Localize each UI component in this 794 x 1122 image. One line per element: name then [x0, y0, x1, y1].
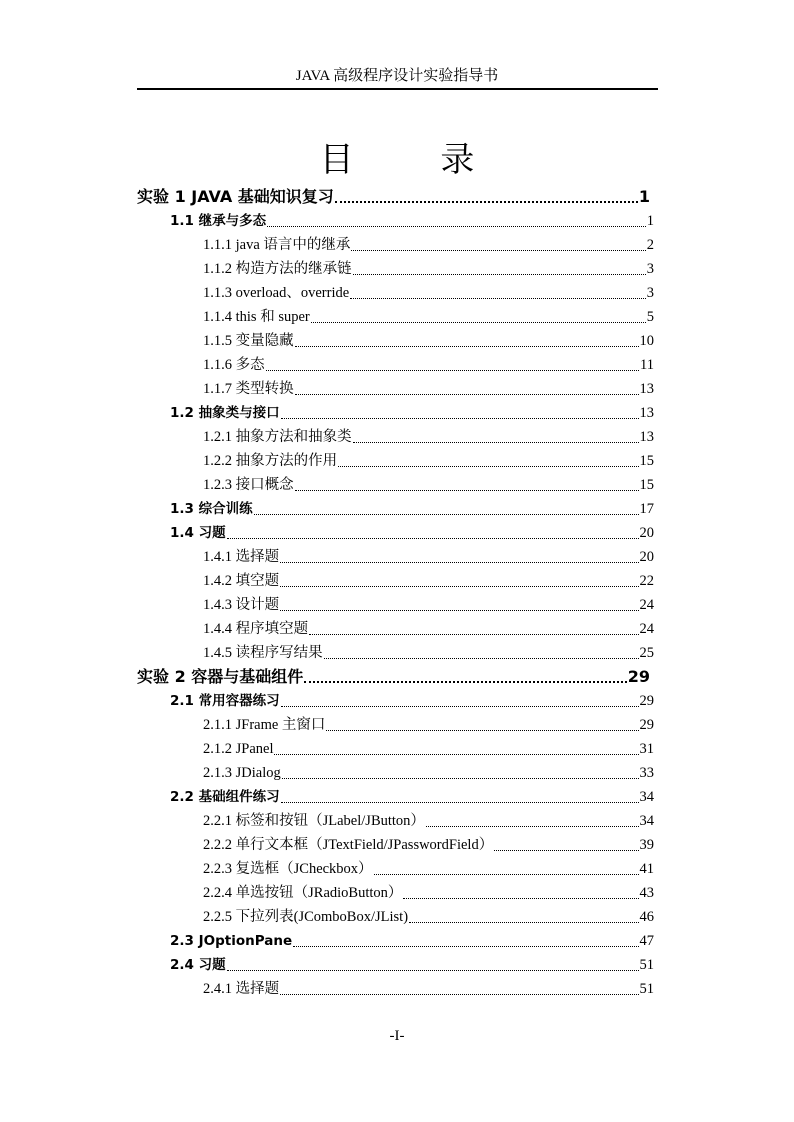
dot-leader	[280, 994, 638, 995]
dot-leader	[281, 802, 639, 803]
toc-subsection-entry[interactable]	[203, 832, 654, 856]
toc-entry-label: 2.2.4 单选按钮（JRadioButton）	[203, 885, 403, 901]
dot-leader	[227, 538, 639, 539]
dot-leader	[324, 658, 639, 659]
dot-leader	[281, 706, 639, 707]
toc-section-entry[interactable]	[170, 400, 654, 424]
dot-leader	[254, 514, 639, 515]
toc-subsection-entry[interactable]	[203, 760, 654, 784]
toc-entry-label: 2.2.3 复选框（JCheckbox）	[203, 861, 373, 877]
toc-subsection-entry[interactable]	[203, 616, 654, 640]
toc-entry-label: 2.2.5 下拉列表(JComboBox/JList)	[203, 909, 409, 925]
toc-entry-label: 2.1.1 JFrame 主窗口	[203, 717, 326, 733]
toc-entry-page: 22	[639, 573, 654, 589]
toc-entry-page: 41	[639, 861, 654, 877]
toc-subsection-entry[interactable]	[203, 856, 654, 880]
toc-entry-page: 51	[639, 981, 654, 997]
toc-entry-page: 29	[639, 717, 654, 733]
toc-subsection-entry[interactable]	[203, 736, 654, 760]
toc-entry-label: 1.2.3 接口概念	[203, 477, 294, 493]
toc-entry-label: 1.1.7 类型转换	[203, 381, 294, 397]
toc-entry-page: 1	[638, 187, 650, 206]
toc-entry-page: 20	[639, 525, 654, 541]
dot-leader	[295, 394, 639, 395]
toc-entry-label: 1.1.5 变量隐藏	[203, 333, 294, 349]
toc-entry-label: 1.2.1 抽象方法和抽象类	[203, 429, 352, 445]
toc-subsection-entry[interactable]	[203, 880, 654, 904]
toc-entry-label: 2.4 习题	[170, 957, 226, 973]
toc-entry-page: 1	[646, 213, 654, 229]
toc-subsection-entry[interactable]	[203, 976, 654, 1000]
dot-leader	[326, 730, 638, 731]
toc-section-entry[interactable]	[170, 208, 654, 232]
dot-leader	[293, 946, 638, 947]
dot-leader	[351, 250, 645, 251]
toc-entry-page: 39	[639, 837, 654, 853]
dot-leader	[311, 322, 646, 323]
dot-leader	[295, 490, 639, 491]
toc-entry-page: 13	[639, 405, 654, 421]
toc-entry-label: 2.1 常用容器练习	[170, 693, 280, 709]
dot-leader	[266, 370, 639, 371]
toc-entry-label: 1.3 综合训练	[170, 501, 253, 517]
dot-leader	[281, 418, 639, 419]
dot-leader	[409, 922, 638, 923]
dot-leader	[274, 754, 638, 755]
dot-leader	[282, 778, 639, 779]
dot-leader	[267, 226, 646, 227]
toc-entry-page: 15	[639, 477, 654, 493]
dot-leader	[309, 634, 638, 635]
toc-subsection-entry[interactable]	[203, 280, 654, 304]
toc-entry-page: 33	[639, 765, 654, 781]
toc-entry-label: 2.1.2 JPanel	[203, 741, 274, 757]
toc-entry-label: 1.4.3 设计题	[203, 597, 280, 613]
toc-section-entry[interactable]	[170, 520, 654, 544]
toc-entry-label: 1.1.6 多态	[203, 357, 265, 373]
toc-section-entry[interactable]	[170, 952, 654, 976]
dot-leader	[494, 850, 638, 851]
toc-entry-label: 2.2.1 标签和按钮（JLabel/JButton）	[203, 813, 425, 829]
toc-entry-page: 11	[640, 357, 654, 373]
toc-subsection-entry[interactable]	[203, 376, 654, 400]
dot-leader	[350, 298, 646, 299]
dot-leader	[426, 826, 639, 827]
toc-entry-label: 1.1.1 java 语言中的继承	[203, 237, 351, 253]
toc-entry-label: 2.4.1 选择题	[203, 981, 280, 997]
toc-entry-label: 实验 2 容器与基础组件	[137, 667, 304, 686]
toc-entry-page: 51	[639, 957, 654, 973]
toc-entry-label: 1.4 习题	[170, 525, 226, 541]
toc-entry-page: 24	[639, 597, 654, 613]
toc-chapter-entry[interactable]	[137, 664, 650, 688]
dot-leader	[304, 681, 626, 683]
toc-entry-label: 1.1.2 构造方法的继承链	[203, 261, 352, 277]
toc-entry-page: 31	[639, 741, 654, 757]
toc-title: 目 录	[319, 140, 513, 180]
toc-entry-page: 43	[639, 885, 654, 901]
toc-entry-label: 1.1.3 overload、override	[203, 285, 350, 301]
toc-entry-page: 24	[639, 621, 654, 637]
toc-section-entry[interactable]	[170, 496, 654, 520]
running-header: JAVA 高级程序设计实验指导书	[295, 68, 499, 84]
header-rule	[137, 88, 658, 90]
toc-subsection-entry[interactable]	[203, 424, 654, 448]
toc-subsection-entry[interactable]	[203, 352, 654, 376]
toc-entry-page: 47	[639, 933, 654, 949]
toc-entry-page: 13	[639, 429, 654, 445]
toc-subsection-entry[interactable]	[203, 592, 654, 616]
toc-subsection-entry[interactable]	[203, 568, 654, 592]
toc-entry-page: 46	[639, 909, 654, 925]
toc-entry-page: 2	[646, 237, 654, 253]
toc-entry-label: 2.2 基础组件练习	[170, 789, 280, 805]
toc-entry-page: 20	[639, 549, 654, 565]
toc-subsection-entry[interactable]	[203, 448, 654, 472]
toc-entry-page: 34	[639, 813, 654, 829]
dot-leader	[353, 274, 646, 275]
toc-section-entry[interactable]	[170, 928, 654, 952]
toc-subsection-entry[interactable]	[203, 640, 654, 664]
dot-leader	[374, 874, 639, 875]
toc-chapter-entry[interactable]	[137, 184, 650, 208]
toc-entry-page: 25	[639, 645, 654, 661]
toc-entry-page: 17	[639, 501, 654, 517]
toc-entry-page: 15	[639, 453, 654, 469]
dot-leader	[280, 586, 638, 587]
toc-entry-label: 2.1.3 JDialog	[203, 765, 281, 781]
dot-leader	[280, 610, 638, 611]
toc-subsection-entry[interactable]	[203, 904, 654, 928]
toc-entry-label: 1.4.4 程序填空题	[203, 621, 309, 637]
dot-leader	[335, 201, 638, 203]
toc-section-entry[interactable]	[170, 784, 654, 808]
dot-leader	[403, 898, 638, 899]
dot-leader	[280, 562, 638, 563]
toc-entry-page: 10	[639, 333, 654, 349]
toc-entry-page: 13	[639, 381, 654, 397]
toc-entry-page: 34	[639, 789, 654, 805]
toc-subsection-entry[interactable]	[203, 256, 654, 280]
toc-subsection-entry[interactable]	[203, 544, 654, 568]
dot-leader	[227, 970, 639, 971]
dot-leader	[353, 442, 639, 443]
toc-entry-label: 2.3 JOptionPane	[170, 933, 293, 949]
toc-subsection-entry[interactable]	[203, 232, 654, 256]
toc-entry-label: 1.4.5 读程序写结果	[203, 645, 323, 661]
toc-entry-page: 3	[646, 285, 654, 301]
toc-subsection-entry[interactable]	[203, 328, 654, 352]
toc-entry-page: 29	[627, 667, 650, 686]
toc-subsection-entry[interactable]	[203, 712, 654, 736]
toc-entry-label: 1.4.1 选择题	[203, 549, 280, 565]
toc-entry-label: 1.2.2 抽象方法的作用	[203, 453, 338, 469]
page-number: -I-	[389, 1028, 405, 1044]
toc-subsection-entry[interactable]	[203, 304, 654, 328]
toc-subsection-entry[interactable]	[203, 808, 654, 832]
toc-entry-page: 5	[646, 309, 654, 325]
toc-entry-label: 1.1 继承与多态	[170, 213, 267, 229]
toc-entry-label: 实验 1 JAVA 基础知识复习	[137, 187, 334, 206]
toc-entry-label: 1.4.2 填空题	[203, 573, 280, 589]
dot-leader	[338, 466, 638, 467]
toc-subsection-entry[interactable]	[203, 472, 654, 496]
toc-entry-page: 29	[639, 693, 654, 709]
dot-leader	[295, 346, 639, 347]
toc-entry-label: 1.1.4 this 和 super	[203, 309, 310, 325]
toc-entry-label: 2.2.2 单行文本框（JTextField/JPasswordField）	[203, 837, 494, 853]
toc-entry-page: 3	[646, 261, 654, 277]
toc-entry-label: 1.2 抽象类与接口	[170, 405, 280, 421]
toc-section-entry[interactable]	[170, 688, 654, 712]
